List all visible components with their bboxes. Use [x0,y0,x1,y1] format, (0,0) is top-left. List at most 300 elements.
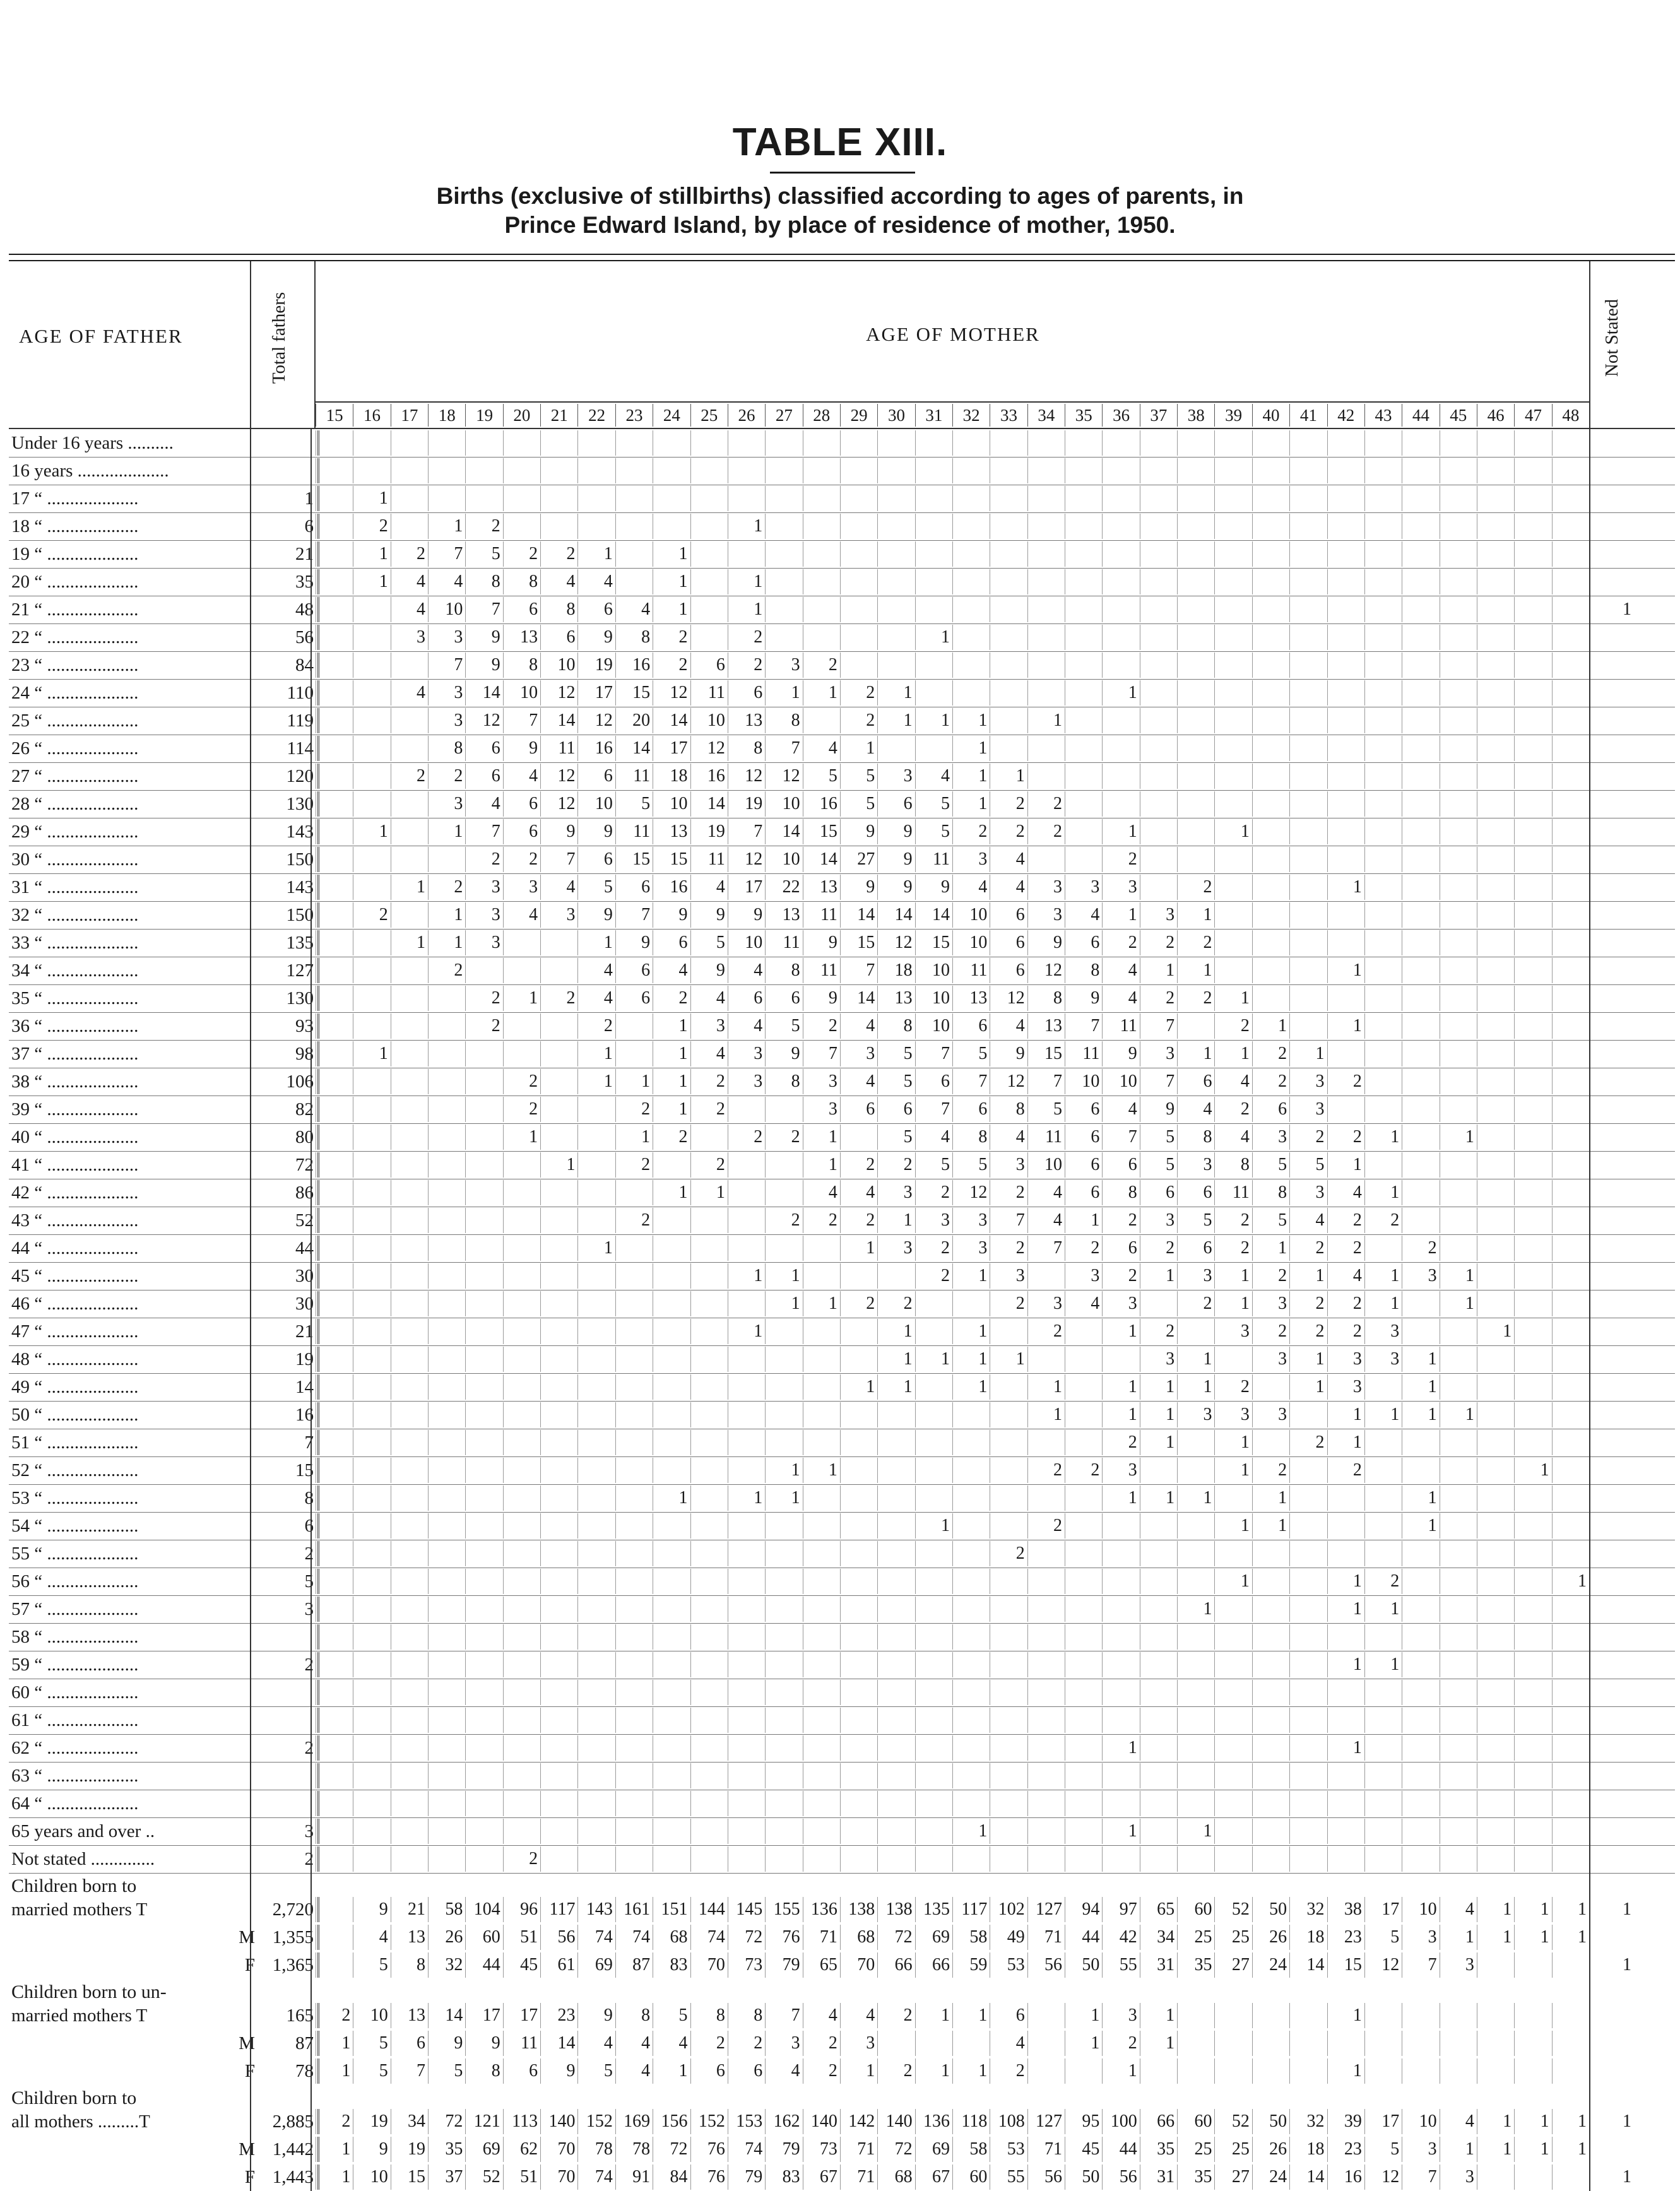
birth-count-cell [1102,1569,1139,1594]
birth-count-cell [391,1125,428,1150]
birth-count-cell [1552,486,1589,511]
birth-count-cell [1477,1846,1514,1872]
birth-count-cell [316,569,353,594]
birth-count-cell [803,1735,840,1761]
birth-count-cell [1289,514,1327,539]
birth-count-cell: 44 [465,1952,502,1978]
birth-count-cell [316,1458,353,1483]
birth-count-cell [391,1236,428,1261]
birth-count-cell: 9 [353,1897,390,1922]
birth-count-cell: 31 [1140,1952,1177,1978]
birth-count-cell: 2 [1252,1458,1289,1483]
birth-count-cell [840,1541,877,1566]
birth-count-cell: 6 [728,2058,765,2084]
birth-count-cell [1065,1735,1102,1761]
birth-count-cell: 12 [540,680,577,706]
birth-count-cell: 4 [990,2031,1027,2056]
table-row [9,1401,1675,1429]
birth-count-cell [1552,1125,1589,1150]
birth-count-cell: 7 [915,1097,952,1122]
birth-count-cell [465,1208,502,1233]
birth-count-cell: 1 [1514,1897,1551,1922]
birth-count-cell [1477,791,1514,817]
birth-count-cell: 3 [1065,1263,1102,1289]
birth-count-cell: 67 [803,2164,840,2190]
top-double-rule-2 [9,260,1675,261]
birth-count-cell [1440,819,1477,844]
birth-count-cell: 7 [1140,1069,1177,1094]
birth-count-cell: 1 [952,791,990,817]
birth-count-cell: 1 [840,1236,877,1261]
birth-count-cell [428,986,465,1011]
birth-count-cell [353,653,390,678]
birth-count-cell [316,1513,353,1538]
birth-count-cell: 4 [690,1041,728,1066]
birth-count-cell: 3 [1364,1319,1402,1344]
father-age-label: 19 “ .................... [11,544,139,564]
birth-count-cell [1027,597,1065,622]
birth-count-cell [1177,1430,1214,1455]
birth-count-cell: 5 [653,2003,690,2028]
total-fathers-value: 2 [261,1735,319,1761]
birth-count-cell: 2 [1027,819,1065,844]
birth-count-cell: 6 [728,986,765,1011]
birth-count-cell: 10 [952,902,990,928]
table-row [9,2163,1675,2191]
birth-count-cell [690,1735,728,1761]
birth-count-cell: 9 [840,819,877,844]
birth-count-cell: 1 [1177,902,1214,928]
birth-count-cell [615,1236,653,1261]
birth-count-cell [1177,764,1214,789]
birth-count-cell: 1 [803,1458,840,1483]
birth-count-cell: 1 [1402,1485,1439,1511]
birth-count-cell: 9 [1065,986,1102,1011]
birth-count-cell [728,1236,765,1261]
birth-count-cell [353,1541,390,1566]
birth-count-cell [1252,736,1289,761]
birth-count-cell [690,1208,728,1233]
birth-count-cell: 1 [952,2003,990,2028]
birth-count-cell: 27 [840,847,877,872]
birth-count-cell [765,1680,802,1705]
birth-count-cell [728,1458,765,1483]
birth-count-cell [1177,569,1214,594]
birth-count-cell [1327,2031,1364,2056]
birth-count-cell [1252,1569,1289,1594]
birth-count-cell [1027,1763,1065,1788]
birth-count-cell [1514,430,1551,456]
birth-count-cell [1440,764,1477,789]
birth-count-cell [465,1846,502,1872]
birth-count-cell: 6 [1177,1236,1214,1261]
birth-count-cell: 2 [653,986,690,1011]
birth-count-cell [803,569,840,594]
birth-count-cell: 15 [615,680,653,706]
birth-count-cell [1214,791,1251,817]
birth-count-cell: 50 [1252,2109,1289,2134]
birth-count-cell [1440,1180,1477,1205]
birth-count-cell: 68 [877,2164,914,2190]
birth-count-cell: 25 [1177,2137,1214,2162]
birth-count-cell: 4 [391,569,428,594]
birth-count-cell [1364,847,1402,872]
birth-count-cell: 13 [952,986,990,1011]
birth-count-cell: 121 [465,2109,502,2134]
birth-count-cell: 4 [803,2003,840,2028]
birth-count-cell: 2 [1327,1458,1364,1483]
birth-count-cell: 19 [391,2137,428,2162]
table-row [9,873,1675,902]
birth-count-cell [1477,2164,1514,2190]
birth-count-cell: 4 [990,875,1027,900]
birth-count-cell: 1 [1177,1347,1214,1372]
table-row [9,1456,1675,1485]
birth-count-cell [1552,1180,1589,1205]
birth-count-cell: 1 [1327,2058,1364,2084]
birth-count-cell [803,1513,840,1538]
birth-count-cell: 3 [1177,1152,1214,1178]
birth-count-cell [353,680,390,706]
birth-count-cell: 2 [1252,1041,1289,1066]
birth-count-cell: 1 [1252,1013,1289,1039]
birth-count-cell: 6 [690,2058,728,2084]
birth-count-cell [428,1846,465,1872]
birth-count-cell [391,1152,428,1178]
birth-count-cell: 136 [803,1897,840,1922]
birth-count-cell: 11 [803,958,840,983]
birth-count-cell: 140 [540,2109,577,2134]
birth-count-cell [1140,1597,1177,1622]
father-age-label: 22 “ .................... [11,627,139,647]
birth-count-cell: 6 [990,958,1027,983]
birth-count-cell [877,736,914,761]
birth-count-cell [1440,1347,1477,1372]
birth-count-cell [1289,541,1327,567]
birth-count-cell: 79 [765,1952,802,1978]
father-age-label: 63 “ .................... [11,1766,139,1786]
birth-count-cell: 6 [952,1097,990,1122]
birth-count-cell: 8 [877,1013,914,1039]
birth-count-cell [952,597,990,622]
birth-count-cell [1252,791,1289,817]
birth-count-cell [1065,458,1102,483]
birth-count-cell [353,708,390,733]
father-age-label: 55 “ .................... [11,1544,139,1564]
birth-count-cell [1477,1791,1514,1816]
not-stated-value: 1 [1623,599,1631,619]
birth-count-cell [653,1236,690,1261]
birth-count-cell [540,1569,577,1594]
birth-count-cell [877,653,914,678]
birth-count-cell: 9 [540,819,577,844]
birth-count-cell [1440,1652,1477,1677]
not-stated-value [1589,1125,1665,1150]
birth-count-cell [1140,486,1177,511]
birth-count-cell [1477,1347,1514,1372]
birth-count-cell: 9 [577,625,615,650]
birth-count-cell: 2 [353,902,390,928]
birth-count-cell [540,430,577,456]
birth-count-cell [1402,847,1439,872]
birth-count-cell [465,1319,502,1344]
birth-count-cell: 12 [653,680,690,706]
birth-count-cell [1102,708,1139,733]
birth-count-cell: 14 [1289,2164,1327,2190]
birth-count-cell [728,1374,765,1400]
birth-count-cell [1364,1624,1402,1650]
birth-count-cell: 14 [428,2003,465,2028]
birth-count-cell [1252,902,1289,928]
birth-count-cell: 2 [316,2109,353,2134]
birth-count-cell: 3 [840,2031,877,2056]
birth-count-cell: 16 [690,764,728,789]
not-stated-value [1589,902,1665,928]
birth-count-cell: 2 [1327,1236,1364,1261]
birth-count-cell: 27 [1214,2164,1251,2190]
table-row [9,1651,1675,1679]
birth-count-cell: 1 [615,1069,653,1094]
birth-count-cell [840,1846,877,1872]
mother-age-33: 33 [990,404,1027,427]
birth-count-cell: 8 [503,653,540,678]
birth-count-cell: 1 [653,2058,690,2084]
birth-count-cell [1364,1458,1402,1483]
birth-count-cell [952,1458,990,1483]
birth-count-cell: 12 [952,1180,990,1205]
birth-count-cell [316,1208,353,1233]
birth-count-cell: 14 [803,847,840,872]
birth-count-cell [952,486,990,511]
birth-count-cell [391,986,428,1011]
father-age-label: M [239,2033,255,2053]
birth-count-cell [503,1319,540,1344]
total-fathers-value: 1 [261,486,319,511]
birth-count-cell [1140,625,1177,650]
birth-count-cell: 1 [915,1513,952,1538]
birth-count-cell [1102,1791,1139,1816]
birth-count-cell [765,625,802,650]
not-stated-value [1589,1347,1665,1372]
not-stated-value [1589,569,1665,594]
birth-count-cell [990,736,1027,761]
birth-count-cell: 2 [1140,1236,1177,1261]
not-stated-value [1589,1569,1665,1594]
birth-count-cell [840,1763,877,1788]
birth-count-cell [1514,569,1551,594]
birth-count-cell [316,680,353,706]
header-age-of-mother: AGE OF MOTHER [866,323,1040,345]
birth-count-cell: 2 [877,2003,914,2028]
birth-count-cell [316,1374,353,1400]
birth-count-cell [803,1319,840,1344]
birth-count-cell [990,1430,1027,1455]
birth-count-cell: 15 [803,819,840,844]
birth-count-cell: 1 [653,597,690,622]
title-underline [770,172,915,174]
not-stated-value [1589,514,1665,539]
birth-count-cell [1514,736,1551,761]
birth-count-cell: 1 [1214,1569,1251,1594]
father-age-label: F [244,2167,255,2187]
birth-count-cell: 3 [1252,1347,1289,1372]
birth-count-cell [1552,1791,1589,1816]
birth-count-cell [1214,875,1251,900]
birth-count-cell: 76 [690,2137,728,2162]
birth-count-cell [353,875,390,900]
birth-count-cell [428,1541,465,1566]
birth-count-cell [1552,847,1589,872]
birth-count-cell: 8 [728,736,765,761]
birth-count-cell: 1 [1140,1263,1177,1289]
birth-count-cell [577,1513,615,1538]
birth-count-cell [1364,2031,1402,2056]
birth-count-cell: 2 [803,2058,840,2084]
birth-count-cell: 9 [877,819,914,844]
birth-count-cell: 16 [1327,2164,1364,2190]
birth-count-cell [316,708,353,733]
birth-count-cell: 14 [1289,1952,1327,1978]
birth-count-cell [1552,1708,1589,1733]
birth-count-cell [1252,2031,1289,2056]
table-row [9,984,1675,1013]
birth-count-cell: 5 [428,2058,465,2084]
birth-count-cell [1289,2058,1327,2084]
table-row [9,1595,1675,1624]
birth-count-cell [428,486,465,511]
birth-count-cell [1177,625,1214,650]
birth-count-cell: 4 [465,791,502,817]
birth-count-cell [1514,902,1551,928]
birth-count-cell: 1 [577,1069,615,1094]
birth-count-cell [803,1236,840,1261]
birth-count-cell: 12 [1027,958,1065,983]
birth-count-cell: 69 [465,2137,502,2162]
birth-count-cell [990,1846,1027,1872]
birth-count-cell: 3 [1027,902,1065,928]
total-fathers-value: 3 [261,1819,319,1844]
table-title: TABLE XIII. [732,121,948,164]
birth-count-cell [803,1819,840,1844]
birth-count-cell: 1 [1214,986,1251,1011]
birth-count-cell [503,1236,540,1261]
birth-count-cell [1177,1680,1214,1705]
birth-count-cell [1214,902,1251,928]
birth-count-cell [1440,1097,1477,1122]
mother-age-32: 32 [952,404,990,427]
birth-count-cell: 1 [653,1097,690,1122]
total-fathers-value: 52 [261,1208,319,1233]
birth-count-cell: 72 [653,2137,690,2162]
birth-count-cell [503,1485,540,1511]
father-age-label: 30 “ .................... [11,849,139,870]
birth-count-cell: 1 [803,1291,840,1316]
birth-count-cell [353,958,390,983]
birth-count-cell [1477,902,1514,928]
birth-count-cell [465,1458,502,1483]
birth-count-cell: 2 [1214,1013,1251,1039]
birth-count-cell [877,1402,914,1427]
birth-count-cell: 17 [577,680,615,706]
not-stated-value [1589,2058,1665,2084]
birth-count-cell [1252,1708,1289,1733]
birth-count-cell: 3 [1214,1319,1251,1344]
birth-count-cell [1027,736,1065,761]
table-row [9,1068,1675,1096]
birth-count-cell: 1 [877,1208,914,1233]
birth-count-cell [952,569,990,594]
birth-count-cell: 3 [1102,1291,1139,1316]
birth-count-cell [1514,1236,1551,1261]
birth-count-cell: 2 [1252,1319,1289,1344]
birth-count-cell [952,1569,990,1594]
birth-count-cell: 91 [615,2164,653,2190]
birth-count-cell [1140,680,1177,706]
birth-count-cell: 5 [840,791,877,817]
birth-count-cell [1252,653,1289,678]
birth-count-cell [1214,2031,1251,2056]
total-fathers-value: 93 [261,1013,319,1039]
table-row [9,1540,1675,1568]
birth-count-cell: 3 [391,625,428,650]
birth-count-cell: 1 [765,1485,802,1511]
birth-count-cell [765,1541,802,1566]
table-row [9,1896,1675,1923]
birth-count-cell [540,486,577,511]
birth-count-cell [428,1347,465,1372]
birth-count-cell: 32 [1289,2109,1327,2134]
birth-count-cell [503,1291,540,1316]
birth-count-cell [1252,569,1289,594]
birth-count-cell [1177,1763,1214,1788]
birth-count-cell [1327,541,1364,567]
birth-count-cell [1214,930,1251,955]
not-stated-value: 1 [1623,2111,1631,2131]
birth-count-cell [653,1347,690,1372]
mother-age-47: 47 [1514,404,1551,427]
birth-count-cell [1327,1513,1364,1538]
birth-count-cell [728,1097,765,1122]
birth-count-cell [728,1652,765,1677]
birth-count-cell [1364,930,1402,955]
birth-count-cell: 3 [465,930,502,955]
total-fathers-value: 130 [261,791,319,817]
not-stated-value: 1 [1623,2167,1631,2187]
birth-count-cell: 97 [1102,1897,1139,1922]
birth-count-cell [391,430,428,456]
birth-count-cell [1477,958,1514,983]
birth-count-cell: 4 [577,986,615,1011]
birth-count-cell: 2 [1327,1319,1364,1344]
birth-count-cell: 19 [577,653,615,678]
birth-count-cell [690,1125,728,1150]
birth-count-cell [391,902,428,928]
birth-count-cell: 4 [503,764,540,789]
birth-count-cell [1065,1624,1102,1650]
birth-count-cell [353,1597,390,1622]
birth-count-cell [1102,736,1139,761]
birth-count-cell: 35 [1140,2137,1177,2162]
birth-count-cell: 127 [1027,2109,1065,2134]
birth-count-cell [1440,1708,1477,1733]
birth-count-cell [1514,1763,1551,1788]
birth-count-cell [1552,1624,1589,1650]
birth-count-cell [353,1097,390,1122]
birth-count-cell [391,958,428,983]
birth-count-cell [1440,514,1477,539]
birth-count-cell: 10 [503,680,540,706]
birth-count-cell [391,819,428,844]
